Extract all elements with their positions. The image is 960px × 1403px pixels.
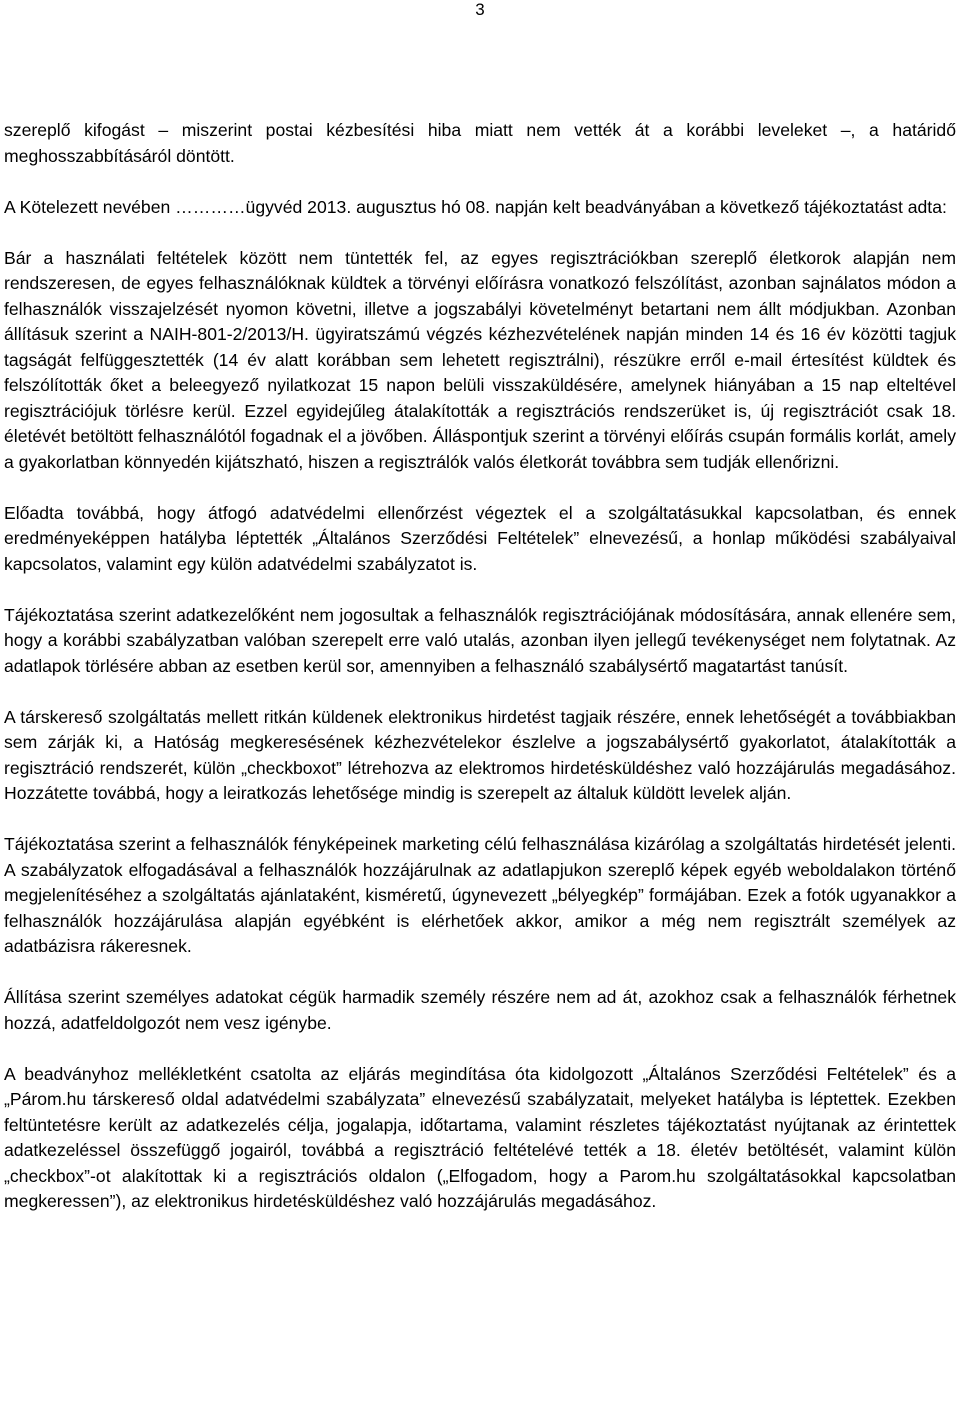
page-number: 3 xyxy=(475,0,485,19)
paragraph: Bár a használati feltételek között nem tüntették fel, az egyes regisztrációkban szereplő életkorok alapján nem rendszeresen, de egyes felhasználóknak küldtek a törvényi előírásra vonatkozó felszólítást, azonban sajnálatos módon a felhasználók visszajelzését nyomon követni, illetve a jogszabályi követelményt betartani nem állt módjukban. Azonban állításuk szerint a NAIH-801-2/2013/H. ügyiratszámú végzés kézhezvételének napján minden 14 és 16 év közötti tagjuk tagságát felfüggesztették (14 év alatt korábban sem lehetett regisztrálni), részükre erről e-mail értesítést küldtek és felszólították őket a beleegyező nyilatkozat 15 napon belüli visszaküldésére, amelynek hiányában a 15 nap elteltével regisztrációjuk törlésre kerül. Ezzel egyidejűleg átalakították a regisztrációs rendszerüket is, új regisztrációt csak 18. életévét betöltött felhasználótól fogadnak el a jövőben. Álláspontjuk szerint a törvényi előírás csupán formális korlát, amely a gyakorlatban könnyedén kijátszható, hiszen a regisztrálók valós életkorát továbbra sem tudják ellenőrizni. xyxy=(4,247,956,472)
document-body xyxy=(4,118,956,1240)
paragraph: A Kötelezett nevében …………ügyvéd 2013. augusztus hó 08. napján kelt beadványában a következő tájékoztatást adta: xyxy=(4,196,947,217)
paragraph: Állítása szerint személyes adatokat cégük harmadik személy részére nem ad át, azokhoz csak a felhasználók férhetnek hozzá, adatfeldolgozót nem vesz igénybe. xyxy=(4,987,956,1033)
paragraph: Tájékoztatása szerint adatkezelőként nem jogosultak a felhasználók regisztrációjának módosítására, annak ellenére sem, hogy a korábbi szabályzatban valóban szerepelt erre való utalás, azonban ilyen jellegű tevékenységet nem folytatnak. Az adatlapok törlésére abban az esetben kerül sor, amennyiben a felhasználó szabálysértő magatartást tanúsít. xyxy=(4,604,956,676)
paragraph: A beadványhoz mellékletként csatolta az eljárás megindítása óta kidolgozott „Általános Szerződési Feltételek” és a „Párom.hu társkereső oldal adatvédelmi szabályzata” elnevezésű szabályzatait, melyeket hatályba is léptettek. Ezekben feltüntetésre került az adatkezelés célja, jogalapja, időtartama, valamint részletes tájékoztatást nyújtanak az érintettek adatkezeléssel összefüggő jogairól, továbbá a regisztráció feltételévé tették a 18. életév betöltését, valamint külön „checkbox”-ot alakítottak ki a regisztrációs oldalon („Elfogadom, hogy a Parom.hu szolgáltatásokkal kapcsolatban megkeressen”), az elektronikus hirdetésküldéshez való hozzájárulás megadásához. xyxy=(4,1063,956,1211)
paragraph: Előadta továbbá, hogy átfogó adatvédelmi ellenőrzést végeztek el a szolgáltatásukkal kapcsolatban, és ennek eredményeképpen hatályba léptették „Általános Szerződési Feltételek” elnevezésű, a honlap működési szabályaival kapcsolatos, valamint egy külön adatvédelmi szabályzatot is. xyxy=(4,502,956,574)
paragraph: Tájékoztatása szerint a felhasználók fényképeinek marketing célú felhasználása kizárólag a szolgáltatás hirdetését jelenti. A szabályzatok elfogadásával a felhasználók hozzájárulnak az adatlapjukon szereplő képek egyéb weboldalakon történő megjelenítéséhez a szolgáltatás ajánlataként, kisméretű, úgynevezett „bélyegkép” formájában. Ezek a fotók ugyanakkor a felhasználók hozzájárulása alapján egyébként is elérhetőek akkor, amikor a még nem regisztrált személyek az adatbázisra rákeresnek. xyxy=(4,834,956,956)
paragraph: szereplő kifogást – miszerint postai kézbesítési hiba miatt nem vették át a korábbi leveleket –, a határidő meghosszabbításáról döntött. xyxy=(4,120,956,166)
paragraph: A társkereső szolgáltatás mellett ritkán küldenek elektronikus hirdetést tagjaik részére, ennek lehetőségét a továbbiakban sem zárják ki, a Hatóság megkeresésének kézhezvételekor észlelve a jogszabálysértő gyakorlatot, átalakították a regisztráció rendszerét, külön „checkboxot” létrehozva az elektromos hirdetésküldéshez való hozzájárulás megadásához. Hozzátette továbbá, hogy a leiratkozás lehetősége mindig is szerepelt az általuk küldött levelek alján. xyxy=(4,706,956,803)
